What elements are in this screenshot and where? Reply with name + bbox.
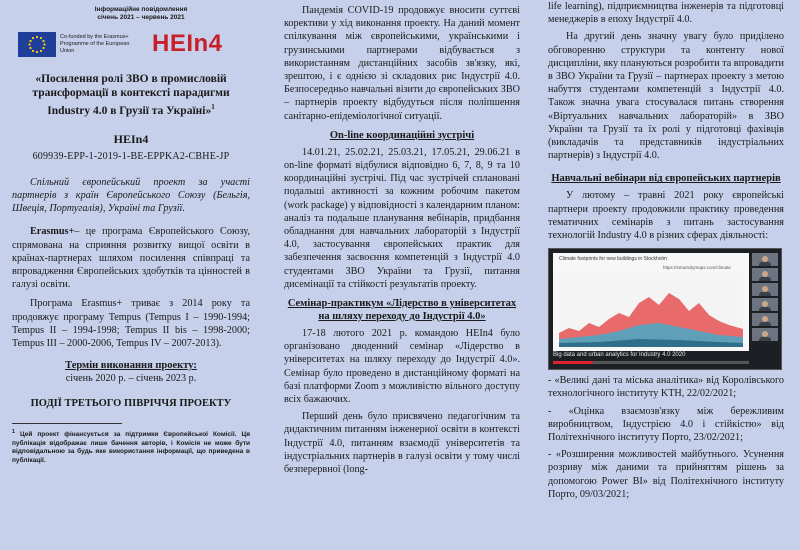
intro-paragraph: Спільний європейський проект за участі партнерів з країн Європейського Союзу (Бельгія, Швеція, Португалія), Україні та Грузії. <box>12 176 250 215</box>
webinar-screenshot <box>548 248 782 370</box>
webinar-item: - «Великі дані та міська аналітика» від Королівського технологічного інституту KTH, 22/02/2021; <box>548 375 784 400</box>
column-right <box>540 0 800 550</box>
participant-thumbnail <box>752 298 778 311</box>
webinar-item: - «Оцінка взаємозв'язку між бережливим виробництвом, Індустрією 4.0 і стійкістю» від Політехнічного інституту Порто, 23/02/2021; <box>548 405 784 444</box>
project-number: 609939-EPP-1-2019-1-BE-EPPKA2-CBHE-JP <box>32 150 230 162</box>
participant-thumbnail <box>752 253 778 266</box>
erasmus-text: – це програма Європейського Союзу, спрямована на сприяння розвитку вищої освіти в країнах-партнерах шляхом посилення співпраці та впровадження Європейських здобутків та цінностей в галузі освіти. <box>12 226 250 291</box>
webinar-item: - «Розширення можливостей майбутнього. Усунення розриву між даними та прийняттям рішень за допомогою Power BI» від Політехнічного інституту Порто, 09/03/2021; <box>548 449 784 500</box>
participant-thumbnails <box>752 253 778 343</box>
participant-thumbnail <box>752 313 778 326</box>
footnote: $^1$ Цей проект фінансується за підтримки Європейської Комісії. Ця публікація відображає лише бачення авторів, і Комісія не може бути відповідальною за будь яке використання інформації, що приведена в публікації. <box>12 429 250 464</box>
seminar-heading: Семінар-практикум «Лідерство в університетах на шляху переходу до Індустрії 4.0» <box>287 298 517 323</box>
online-meetings-heading: On-line координаційні зустрічі <box>329 129 475 141</box>
video-progress <box>553 361 749 364</box>
first-day-paragraph: Перший день було присвячено педагогічним та дидактичним питанням інженерної освіти в контексті Індустрії 4.0, питанням взаємодії університетів та індустріальних партнерів в галузі освіти у тому числі безперервної (long- <box>284 411 520 476</box>
hein4-logo-text: HEIn4 <box>152 30 223 57</box>
webinars-paragraph: У лютому – травні 2021 року європейські партнери проекту продовжили практику проведення тематичних семінарів з питань застосування технологій Industry 4.0 в різних сферах діяльності: <box>548 190 784 242</box>
erasmus-paragraph <box>12 225 250 291</box>
screen-url: https://smartcitymaps.com/climate <box>663 265 731 271</box>
project-acronym: HEIn4 <box>113 131 149 146</box>
term-heading: Термін виконання проекту: <box>65 360 197 372</box>
term-value: січень 2020 р. – січень 2023 р. <box>65 373 197 385</box>
column-left <box>0 0 262 550</box>
eu-logo-text: Co-funded by the Erasmus+ Programme of the European Union <box>60 34 130 54</box>
programme-paragraph: Програма Erasmus+ триває з 2014 року та продовжує програму Tempus (Tempus I – 1990-1994; Tempus II – 1994-1998; Tempus II bis – 1998-2000; Tempus III – 2000-2006, Tempus IV – 2007-2013). <box>12 298 250 350</box>
lifelong-paragraph: life learning), підприємництва інженерів та підготовці менеджерів в епоху Індустрії 4.0. <box>548 1 784 26</box>
logos-row <box>12 28 250 66</box>
erasmus-bold: Erasmus+ <box>30 226 75 238</box>
section-heading: ПОДІЇ ТРЕТЬОГО ПІВРІЧЧЯ ПРОЕКТУ <box>30 398 232 410</box>
header-line-1: Інформаційне повідомлення <box>94 6 188 13</box>
participant-thumbnail <box>752 268 778 281</box>
project-title-text: «Посилення ролі ЗВО в промисловій трансформації в контексті парадигми Industry 4.0 в Грузії та Україні» <box>32 73 230 117</box>
covid-paragraph: Пандемія COVID-19 продовжує вносити суттєві корективи у хід виконання проекту. На даний момент спілкування між європейськими, українськими і грузинськими партнерами відбувається з використанням дистанційних засобів зв'язку, які, зрештою, і є однією зі складових рис Індустрії 4.0. Безпосередньо навчальні візити до європейських ЗВО – партнерів проекту відбудуться після поліпшення санітарно-епідеміологічної ситуації. <box>284 5 520 122</box>
footnote-marker: 1 <box>211 103 215 111</box>
seminar-paragraph: 17-18 лютого 2021 р. командою HEIn4 було організовано дводенний семінар «Лідерство в університетах на шляху переходу до Індустрії 4.0». Семінар було проведено в дистанційному форматі на базі платформи Zoom з можливістю вільного доступу всіх бажаючих. <box>284 328 520 406</box>
participant-thumbnail <box>752 283 778 296</box>
hein4-logo <box>152 30 223 58</box>
webinars-heading: Навчальні вебінари від європейських партнерів <box>551 173 781 185</box>
footnote-text: Цей проект фінансується за підтримки Європейської Комісії. Ця публікація відображає лише бачення авторів, і Комісія не може бути відповідальною за будь яке використання інформації, що приведена в публікації. <box>12 431 250 464</box>
meetings-paragraph: 14.01.21, 25.02.21, 25.03.21, 17.05.21, 29.06.21 в on-line форматі відбулися відповідно 6, 7, 8, 9 та 10 координаційні зустрічі. Під час зустрічей сплановані подальші активності за кожним робочим пакетом (work package) у відповідності з календарним планом: аналіз та подальше планування вебінарів, придбання обладнання для навчальних лабораторій з Індустрії 4.0, застосування європейських практик для забезпечення засвоєння компетенцій з Індустрії 4.0 студентами ЗВО України та Грузії, питання дисемінації та стійкості результатів проекту. <box>284 146 520 290</box>
newsletter-header <box>32 6 250 22</box>
column-middle <box>268 0 532 550</box>
footnote-divider <box>12 423 122 424</box>
participant-thumbnail <box>752 328 778 341</box>
second-day-paragraph: На другий день значну увагу було приділено обговоренню структури та контенту нової дисципліни, яку плануються розробити та впровадити в ЗВО України та Грузії – партнерах проекту з метою набуття студентами компетенцій з Індустрії 4.0. Також значна увага стосувалася питань створення «Віртуальних навчальних лабораторій» в ЗВО України та Грузії та їх ролі у підготовці фахівців (викладачів та представників індустріальних партнерів) з Індустрії 4.0. <box>548 31 784 162</box>
shared-screen <box>553 253 749 351</box>
header-line-2: січень 2021 – червень 2021 <box>97 14 185 21</box>
eu-flag-icon <box>18 32 56 57</box>
screen-title: Climate footprints for new buildings in Stockholm <box>559 256 667 263</box>
project-title <box>12 72 250 118</box>
footprint-chart-image <box>559 273 743 347</box>
video-caption: Big data and urban analytics for Industry 4.0 2020 <box>553 352 686 359</box>
